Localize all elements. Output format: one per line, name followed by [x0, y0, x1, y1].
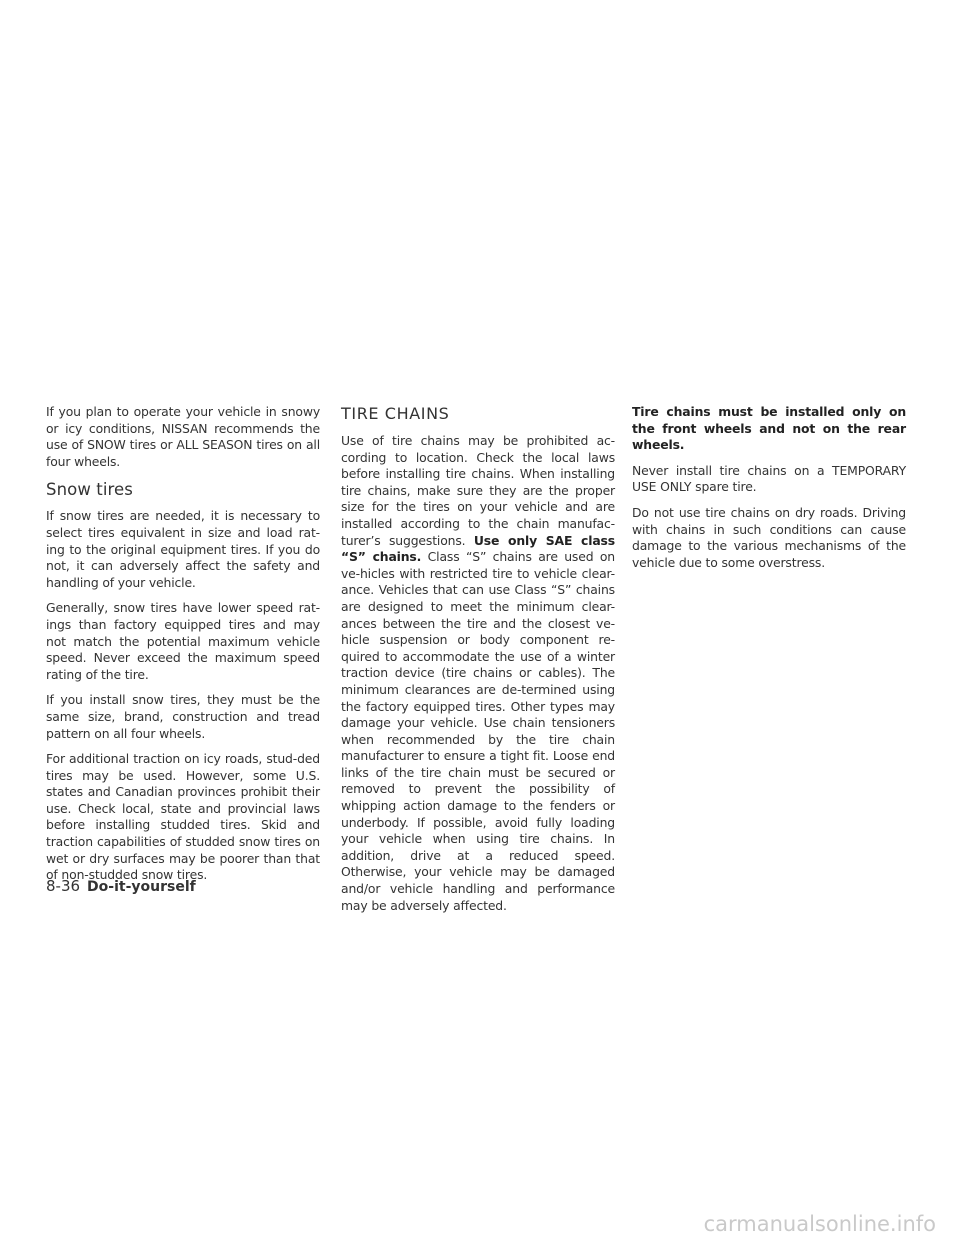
- snow-tires-paragraph-2: Generally, snow tires have lower speed rat-ings than factory equipped tires and may not match the potential maximum vehicle speed. Never exceed the maximum speed rating of the tire.: [46, 600, 320, 682]
- tire-chains-heading: TIRE CHAINS: [341, 404, 450, 423]
- temporary-spare-paragraph: Never install tire chains on a TEMPORARY USE ONLY spare tire.: [632, 462, 906, 495]
- column-middle: [341, 404, 615, 923]
- tire-chains-paragraph: [341, 433, 615, 914]
- watermark: carmanualsonline.info: [703, 1212, 936, 1236]
- tire-chains-text-b: Class “S” chains are used on ve-hicles with restricted tire to vehicle clear-ance. Vehicles that can use Class “S” chains are designed to meet the minimum clear-ances between the tire and the closest ve-hicle suspension or body component re-quired to accommodate the use of a winter traction device (tire chains or cables). The minimum clearances are de-termined using the factory equipped tires. Other types may damage your vehicle. Use chain tensioners when recommended by the tire chain manufacturer to ensure a tight fit. Loose end links of the tire chain must be secured or removed to prevent the possibility of whipping action damage to the fenders or underbody. If possible, avoid fully loading your vehicle when using tire chains. In addition, drive at a reduced speed. Otherwise, your vehicle may be damaged and/or vehicle handling and performance may be adversely affected.: [341, 549, 616, 913]
- section-title: Do-it-yourself: [87, 879, 196, 895]
- page-footer: [46, 877, 196, 895]
- dry-roads-paragraph: Do not use tire chains on dry roads. Driving with chains in such conditions can cause damage to the various mechanisms of the vehicle due to some overstress.: [632, 504, 906, 570]
- column-left: [46, 404, 320, 893]
- page-number: 8-36: [46, 877, 81, 895]
- snow-tires-paragraph-4: For additional traction on icy roads, stud-ded tires may be used. However, some U.S. states and Canadian provinces prohibit their use. Check local, state and provincial laws before installing studded tires. Skid and traction capabilities of studded snow tires on wet or dry surfaces may be poorer than that of non-studded snow tires.: [46, 751, 320, 883]
- snow-tires-paragraph-1: If snow tires are needed, it is necessary to select tires equivalent in size and load rat-ing to the original equipment tires. If you do not, it can adversely affect the safety and handling of your vehicle.: [46, 508, 320, 590]
- front-wheels-warning-text: Tire chains must be installed only on the front wheels and not on the rear wheels.: [632, 404, 906, 453]
- snow-tires-paragraph-3: If you install snow tires, they must be the same size, brand, construction and tread pattern on all four wheels.: [46, 692, 320, 741]
- sae-class-s-note: Use only SAE class “S” chains.: [341, 532, 615, 565]
- column-right: [632, 404, 906, 580]
- front-wheels-warning: [632, 404, 906, 454]
- tire-chains-text-a: Use of tire chains may be prohibited ac-cording to location. Check the local laws before installing tire chains. When installing tire chains, make sure they are the proper size for the tires on your vehicle and are installed according to the chain manufac-turer’s suggestions.: [341, 433, 615, 548]
- intro-paragraph: If you plan to operate your vehicle in snowy or icy conditions, NISSAN recommends the use of SNOW tires or ALL SEASON tires on all four wheels.: [46, 404, 320, 469]
- snow-tires-heading: Snow tires: [46, 480, 133, 500]
